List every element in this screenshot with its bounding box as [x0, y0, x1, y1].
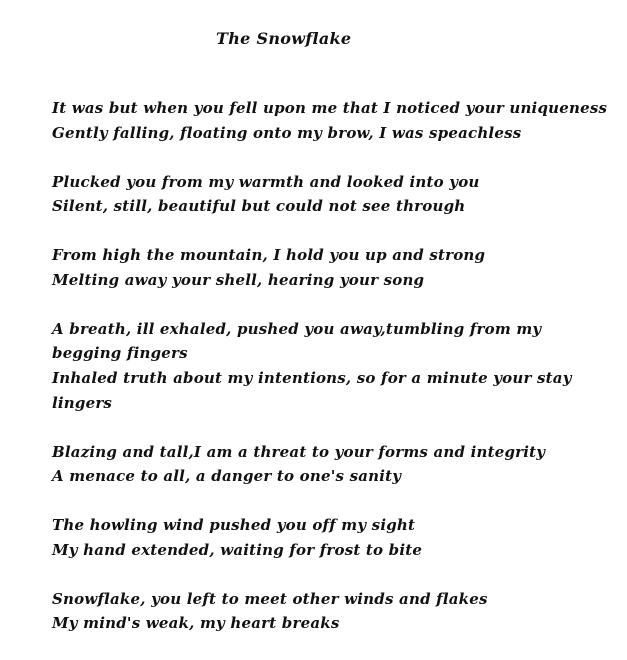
poem-body	[52, 96, 612, 660]
stanza	[52, 440, 612, 489]
poem-line: Gently falling, floating onto my brow, I was speachless	[52, 123, 522, 142]
stanza	[52, 513, 612, 562]
poem-line: The howling wind pushed you off my sight	[52, 516, 416, 535]
poem-line: begging fingers	[52, 344, 188, 363]
poem-line: From high the mountain, I hold you up and strong	[52, 246, 486, 265]
poem-line: My hand extended, waiting for frost to bite	[52, 540, 423, 559]
stanza	[52, 96, 612, 145]
poem-line: Plucked you from my warmth and looked into you	[52, 172, 480, 191]
poem-line: Melting away your shell, hearing your song	[52, 270, 425, 289]
poem-line: It was but when you fell upon me that I noticed your uniqueness	[52, 99, 608, 117]
poem-line: Silent, still, beautiful but could not see through	[52, 197, 466, 216]
stanza	[52, 587, 612, 636]
stanza	[52, 243, 612, 292]
poem-line: Blazing and tall,I am a threat to your forms and integrity	[52, 442, 546, 461]
poem-line: lingers	[52, 393, 113, 412]
poem-line: A breath, ill exhaled, pushed you away,tumbling from my	[52, 319, 542, 338]
stanza	[52, 170, 612, 219]
poem-line: My mind's weak, my heart breaks	[52, 614, 340, 633]
poem-title: The Snowflake	[216, 29, 352, 48]
poem-line: Snowflake, you left to meet other winds and flakes	[52, 589, 488, 608]
stanza	[52, 317, 612, 415]
poem-line: Inhaled truth about my intentions, so for a minute your stay	[52, 368, 572, 387]
poem-line: A menace to all, a danger to one's sanity	[52, 467, 402, 486]
